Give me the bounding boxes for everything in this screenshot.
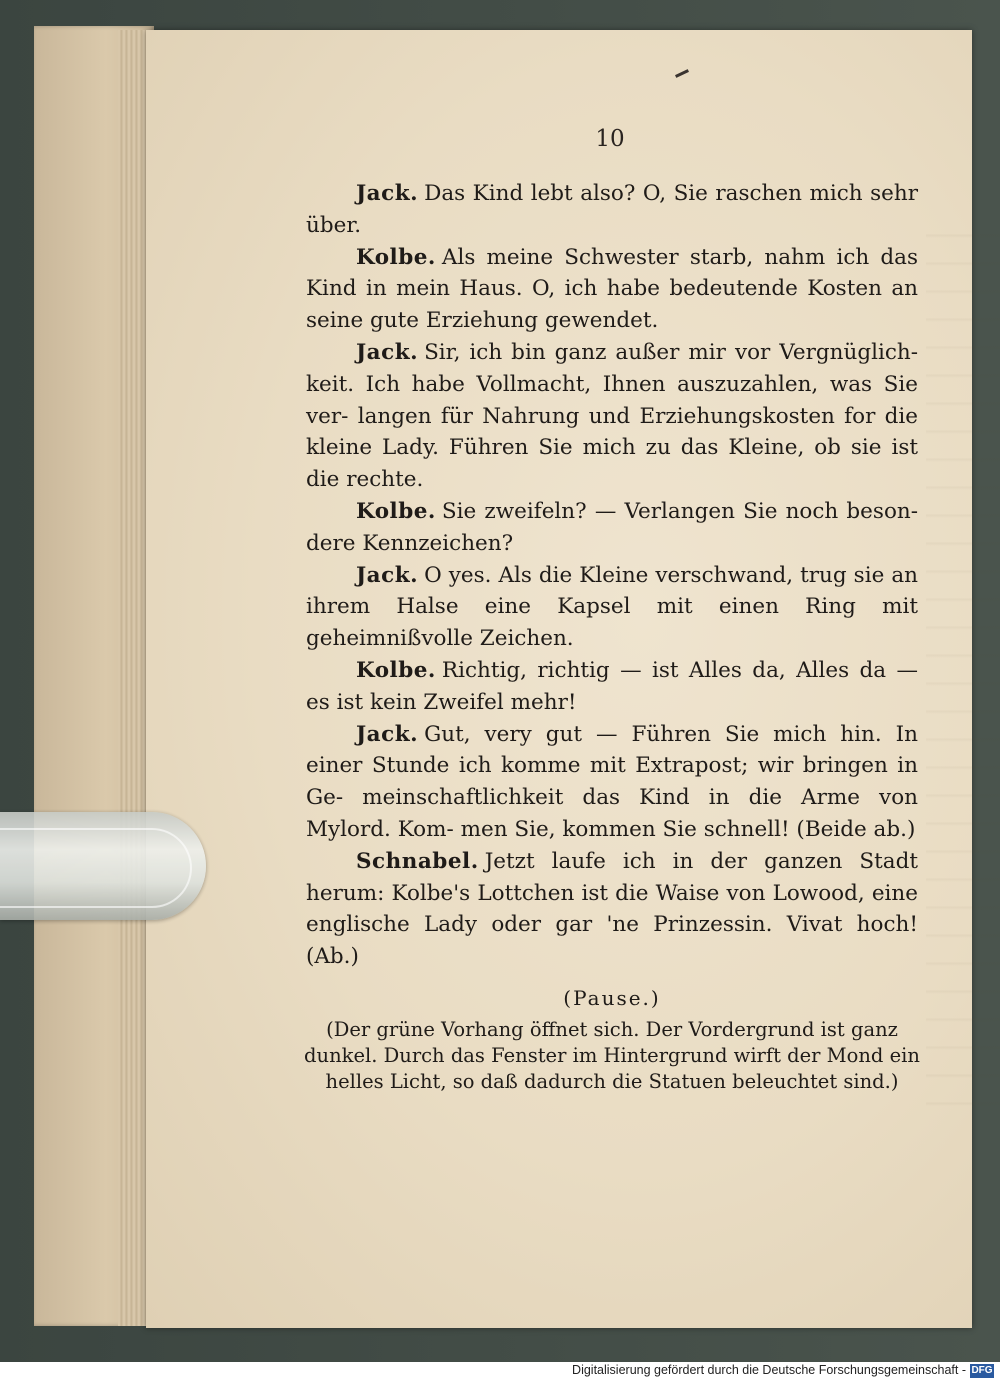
speaker-name: Jack. — [356, 562, 419, 588]
stage-direction-scene: (Der grüne Vorhang öffnet sich. Der Vordergrund ist ganz dunkel. Durch das Fenster im Hintergrund wirft der Mond ein helles Licht, so daß dadurch die Statuen beleuchtet sind.) — [304, 1017, 920, 1093]
stage-direction-pause: (Pause.) — [563, 985, 661, 1010]
footer-credit: Digitalisierung gefördert durch die Deutsche Forschungsgemeinschaft - — [572, 1363, 966, 1377]
line-text: Sie zweifeln? — Verlangen Sie noch beson- dere Kennzeichen? — [306, 498, 918, 556]
page-number: 10 — [595, 126, 625, 152]
dialogue-line — [306, 655, 918, 719]
line-text: Sir, ich bin ganz außer mir vor Vergnüglich- keit. Ich habe Vollmacht, Ihnen auszuzahlen, was Sie ver- langen für Nahrung und Erziehungskosten for die kleine Lady. Führen Sie mich zu das Kleine, ob sie ist die rechte. — [306, 339, 918, 493]
line-text: Jetzt laufe ich in der ganzen Stadt herum: Kolbe's Lottchen ist die Waise von Lowood, eine englische Lady oder gar 'ne Prinzessin. Vivat hoch! (Ab.) — [306, 848, 918, 970]
line-text: Das Kind lebt also? O, Sie raschen mich sehr über. — [306, 181, 918, 238]
dialogue-line — [306, 242, 918, 337]
speaker-name: Schnabel. — [356, 848, 479, 874]
line-text: Als meine Schwester starb, nahm ich das Kind in mein Haus. O, ich habe bedeutende Kosten an seine gute Erziehung gewendet. — [306, 244, 918, 334]
dfg-logo-icon: DFG — [971, 1365, 993, 1376]
dialogue-line — [306, 178, 918, 242]
line-text: Richtig, richtig — ist Alles da, Alles da — es ist kein Zweifel mehr! — [306, 657, 918, 715]
footer-bar — [0, 1362, 1000, 1381]
dialogue-line — [306, 337, 918, 496]
speaker-name: Kolbe. — [356, 244, 436, 270]
line-text: O yes. Als die Kleine verschwand, trug sie an ihrem Halse eine Kapsel mit einen Ring mit geheimnißvolle Zeichen. — [306, 562, 918, 652]
dialogue-line — [306, 719, 918, 846]
dialogue-line — [306, 846, 918, 973]
dialogue-line — [306, 560, 918, 655]
line-text: Gut, very gut — Führen Sie mich hin. In einer Stunde ich komme mit Extrapost; wir bringen in Ge- meinschaftlichkeit das Kind in die Arme von Mylord. Kom- men Sie, kommen Sie schnell! (Beide ab.) — [306, 721, 918, 842]
dialogue-text — [306, 178, 918, 1095]
page-clip-highlight — [0, 828, 192, 908]
speaker-name: Kolbe. — [356, 657, 436, 683]
speaker-name: Kolbe. — [356, 498, 436, 524]
speaker-name: Jack. — [356, 721, 419, 747]
speaker-name: Jack. — [356, 181, 419, 206]
dialogue-line — [306, 496, 918, 560]
speaker-name: Jack. — [356, 339, 419, 365]
bleed-through — [926, 210, 1000, 1110]
